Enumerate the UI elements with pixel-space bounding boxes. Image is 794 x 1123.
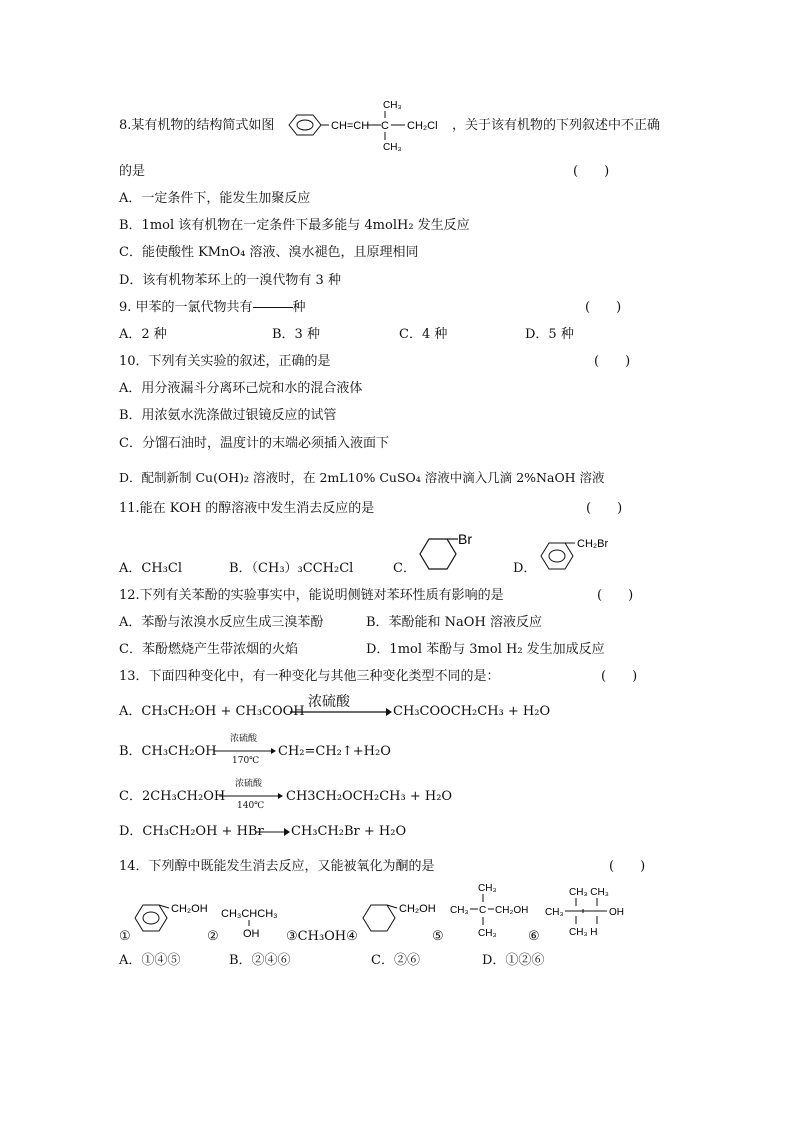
q14-stem: 14．下列醇中既能发生消去反应，又能被氧化为酮的是: [119, 859, 435, 874]
q13-b-reactants: B．CH₃CH₂OH: [119, 744, 217, 759]
q13-a-condition: 浓硫酸: [308, 694, 350, 710]
q14-num-3-4: ③CH₃OH④: [286, 929, 358, 944]
q13-d-arrow: [256, 827, 290, 837]
q10-option-c: C．分馏石油时，温度计的末端必须插入液面下: [119, 436, 389, 451]
q12-option-a: A．苯酚与浓溴水反应生成三溴苯酚: [119, 615, 324, 630]
q12-stem: 12.下列有关苯酚的实验事实中，能说明侧链对苯环性质有影响的是: [119, 588, 504, 603]
q13-b-condition-bottom: 170℃: [232, 756, 260, 766]
q13-c-condition-bottom: 140℃: [237, 801, 265, 811]
q14-neopentyl-alcohol: [448, 880, 532, 942]
q8-ch-text: CH=CH: [331, 120, 370, 132]
q14-cyclohexylmethanol: [359, 896, 439, 940]
q14-num-6: ⑥: [528, 929, 540, 944]
q10-option-b: B．用浓氨水洗涤做过银镜反应的试管: [119, 408, 337, 423]
q14-s5-top: CH₃: [478, 883, 497, 894]
q13-a-products: CH₃COOCH₂CH₃ + H₂O: [393, 704, 551, 719]
q13-b-products: CH₂=CH₂↑+H₂O: [278, 744, 391, 759]
q14-s5-bot: CH₃: [478, 928, 497, 939]
q9-option-a: A．2 种: [119, 327, 167, 342]
q13-c-condition-top: 浓硫酸: [235, 779, 263, 789]
q13-a-arrow: [290, 707, 392, 717]
q14-s1-text: CH₂OH: [171, 903, 208, 915]
q14-s2-main: CH₃CHCH₃: [221, 908, 278, 920]
q14-s6-bot: CH₃ H: [569, 927, 598, 938]
q14-s4-text: CH₂OH: [399, 903, 436, 915]
q14-num-1: ①: [119, 929, 131, 944]
q14-trimethyl-butanol: [543, 882, 639, 942]
q13-d-reactants: D．CH₃CH₂OH + HBr: [119, 824, 264, 839]
q10-answer-paren: ( ): [594, 354, 631, 369]
q10-option-d: D．配制新制 Cu(OH)₂ 溶液时，在 2mL10% CuSO₄ 溶液中滴入几滴 2%NaOH 溶液: [119, 470, 605, 485]
q14-s2-oh: OH: [243, 928, 260, 940]
q13-c-products: CH3CH₂OCH₂CH₃ + H₂O: [286, 789, 453, 804]
q13-stem: 13．下面四种变化中，有一种变化与其他三种变化类型不同的是：: [119, 669, 500, 684]
q14-num-2: ②: [207, 929, 219, 944]
q11-option-b: B．（CH₃）₃CCH₂Cl: [229, 561, 354, 576]
q9-blank: [253, 307, 293, 308]
q9-option-d: D．5 种: [525, 327, 574, 342]
q14-s6-top: CH₃ CH₃: [569, 887, 609, 898]
q8-structure: [285, 96, 453, 154]
q13-b-arrow: [214, 747, 276, 755]
q8-stem-cont: 的是: [119, 164, 146, 179]
q9-answer-paren: ( ): [585, 300, 622, 315]
q8-option-d: D．该有机物苯环上的一溴代物有 3 种: [119, 273, 341, 288]
q8-bottom-methyl: CH₃: [383, 142, 402, 153]
q12-option-c: C．苯酚燃烧产生带浓烟的火焰: [119, 642, 298, 657]
q14-s5-left: CH₃: [450, 905, 469, 916]
q8-top-methyl: CH₃: [383, 100, 402, 111]
q14-option-a: A．①④⑤: [119, 953, 181, 968]
q14-option-c: C．②⑥: [371, 953, 420, 968]
q13-c-reactants: C．2CH₃CH₂OH: [119, 789, 226, 804]
q9-stem-b: 种: [292, 300, 306, 315]
q8-stem-suffix: ，关于该有机物的下列叙述中不正确: [452, 118, 661, 133]
q14-s5-right: CH₂OH: [495, 905, 529, 916]
q13-a-reactants: A．CH₃CH₂OH + CH₃COOH: [119, 704, 305, 719]
q11-option-a: A．CH₃Cl: [119, 561, 182, 576]
q9-option-c: C．4 种: [399, 327, 448, 342]
q10-stem: 10．下列有关实验的叙述，正确的是: [119, 354, 331, 369]
q14-s6-right: OH: [609, 907, 624, 918]
q13-c-arrow: [219, 792, 283, 800]
q11-option-d: D．: [513, 561, 537, 576]
q14-option-b: B．②④⑥: [229, 953, 291, 968]
q11-answer-paren: ( ): [586, 501, 623, 516]
q8-ch2cl-text: CH₂Cl: [407, 120, 438, 132]
q8-stem-prefix: 8.某有机物的结构简式如图: [119, 118, 275, 133]
q11-bromocyclohexane: [414, 532, 484, 576]
q8-answer-paren: ( ): [573, 164, 610, 179]
q12-option-b: B．苯酚能和 NaOH 溶液反应: [366, 615, 542, 630]
q9-stem-a: 9. 甲苯的一氯代物共有: [119, 300, 253, 315]
q9-option-b: B．3 种: [272, 327, 320, 342]
q12-option-d: D．1mol 苯酚与 3mol H₂ 发生加成反应: [366, 642, 605, 657]
q12-answer-paren: ( ): [597, 588, 634, 603]
q14-isopropanol: [219, 900, 291, 940]
q8-option-b: B．1mol 该有机物在一定条件下最多能与 4molH₂ 发生反应: [119, 218, 470, 233]
q14-answer-paren: ( ): [609, 859, 646, 874]
q11-ch2br-text: CH₂Br: [577, 538, 609, 550]
q10-option-a: A．用分液漏斗分离环己烷和水的混合液体: [119, 381, 363, 396]
q11-option-c: C．: [393, 561, 416, 576]
q8-option-c: C．能使酸性 KMnO₄ 溶液、溴水褪色，且原理相同: [119, 245, 419, 260]
q13-b-condition-top: 浓硫酸: [230, 734, 258, 744]
q14-s5-c: C: [479, 905, 487, 916]
q14-num-5: ⑤: [432, 929, 444, 944]
q11-stem: 11.能在 KOH 的醇溶液中发生消去反应的是: [119, 501, 375, 516]
q8-c-text: C: [381, 120, 389, 132]
q11-br-text: Br: [458, 532, 472, 547]
q14-s6-left: CH₃: [545, 907, 564, 918]
q8-option-a: A．一定条件下，能发生加聚反应: [119, 191, 311, 206]
q13-d-products: CH₃CH₂Br + H₂O: [291, 824, 407, 839]
q14-option-d: D．①②⑥: [482, 953, 545, 968]
q9-stem: [119, 299, 306, 317]
q13-answer-paren: ( ): [601, 669, 638, 684]
q11-benzyl-bromide: [537, 534, 637, 578]
